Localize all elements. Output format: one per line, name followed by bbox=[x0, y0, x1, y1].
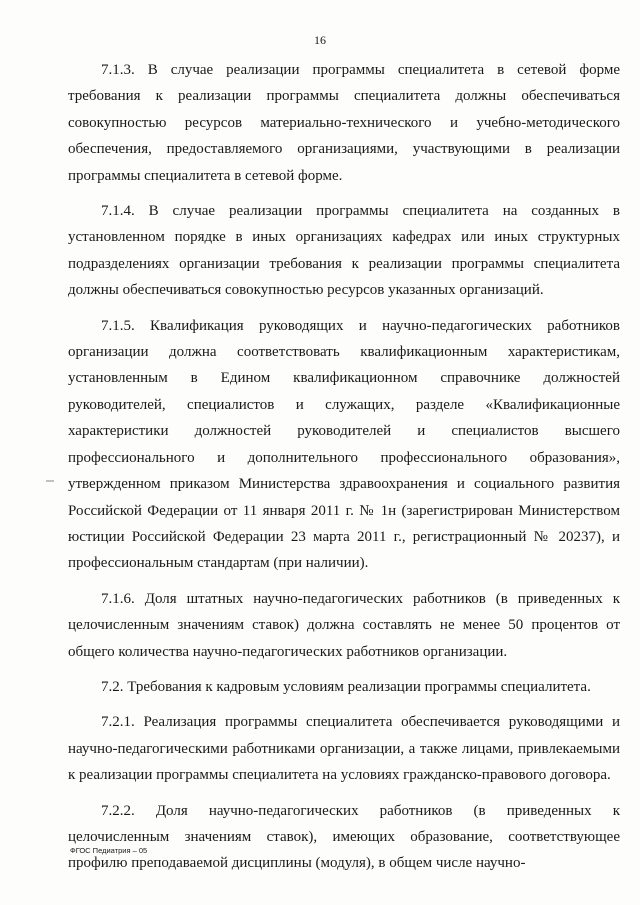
page-number: 16 bbox=[314, 33, 326, 47]
paragraph-7-1-4: 7.1.4. В случае реализации программы специалитета на созданных в установленном порядке в иных организациях кафедрах или иных структурных подразделениях организации требования к реализации программы специалитета должны обеспечиваться совокупностью ресурсов указанных организаций. bbox=[68, 203, 620, 299]
paragraph-7-1-5: 7.1.5. Квалификация руководящих и научно-педагогических работников организации должна соответствовать квалификационным характеристикам, установленным в Едином квалификационном справочнике должностей руководителей, специалистов и служащих, разделе «Квалификационные характеристики должностей руководителей и специалистов высшего профессионального и дополнительного профессионального образования», утвержденном приказом Министерства здравоохранения и социального развития Российской Федерации от 11 января 2011 г. № 1н (зарегистрирован Министерством юстиции Российской Федерации 23 марта 2011 г., регистрационный № 20237), и профессиональным стандартам (при наличии). bbox=[68, 317, 620, 572]
page-footer: ФГОС Педиатрия – 05 bbox=[70, 846, 148, 855]
paragraph-7-1-3: 7.1.3. В случае реализации программы специалитета в сетевой форме требования к реализации программы специалитета должны обеспечиваться совокупностью ресурсов материально-технического и учебно-методического обеспечения, предоставляемого организациями, участвующими в реализации программы специалитета в сетевой форме. bbox=[68, 62, 620, 184]
paragraph-7-1-6: 7.1.6. Доля штатных научно-педагогических работников (в приведенных к целочисленным значениям ставок) должна составлять не менее 50 процентов от общего количества научно-педагогических работников организации. bbox=[68, 590, 620, 660]
paragraph-7-2: 7.2. Требования к кадровым условиям реализации программы специалитета. bbox=[101, 678, 591, 695]
paragraph-7-2-1: 7.2.1. Реализация программы специалитета обеспечивается руководящими и научно-педагогическими работниками организации, а также лицами, привлекаемыми к реализации программы специалитета на условиях гражданско-правового договора. bbox=[68, 714, 620, 784]
scan-mark bbox=[46, 480, 54, 482]
paragraph-7-2-2: 7.2.2. Доля научно-педагогических работников (в приведенных к целочисленным значениям ставок), имеющих образование, соответствующее профилю преподаваемой дисциплины (модуля), в общем числе научно- bbox=[68, 802, 620, 872]
document-body bbox=[68, 57, 620, 877]
